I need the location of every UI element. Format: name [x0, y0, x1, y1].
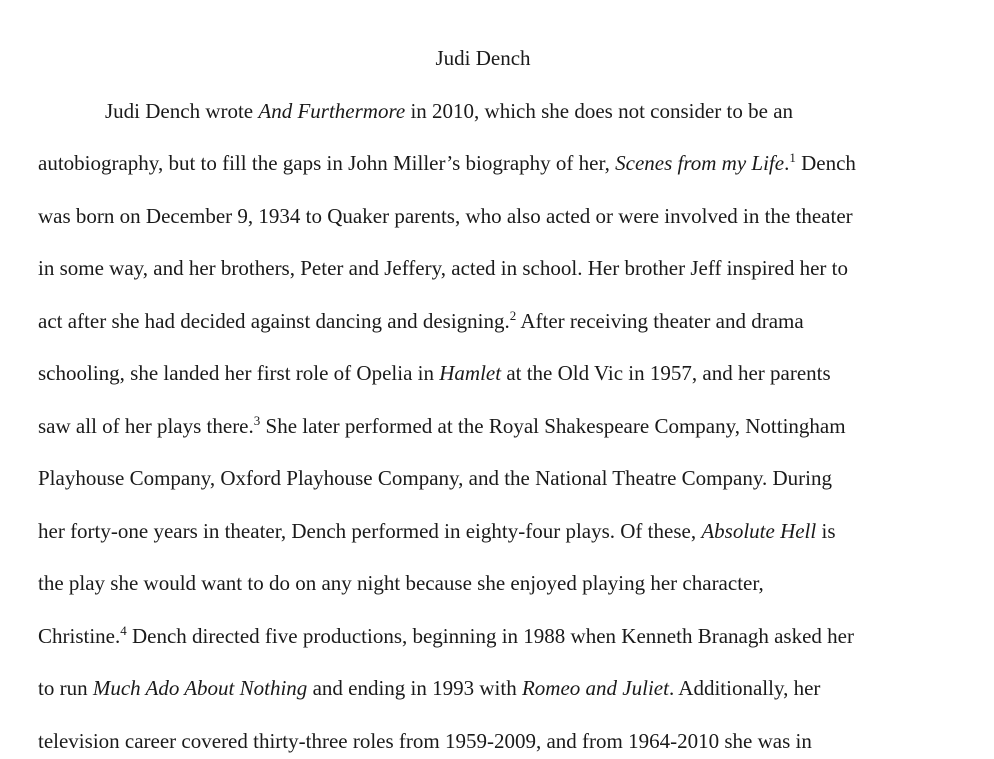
text-run: She later performed at the Royal Shakespeare Company, Nottingham [260, 414, 846, 438]
body-line-9 [38, 517, 836, 545]
text-run: . Additionally, her [668, 676, 821, 700]
text-run: act after she had decided against dancing and designing. [38, 309, 510, 333]
text-run: Dench [795, 151, 856, 175]
body-line-4 [38, 254, 848, 282]
italic-title: Scenes from my Life [615, 151, 785, 175]
italic-title: Much Ado About Nothing [92, 676, 308, 700]
text-run: is [816, 519, 836, 543]
italic-title: Romeo and Juliet [521, 676, 669, 700]
text-run: in some way, and her brothers, Peter and Jeffery, acted in school. Her brother Jeff inspired her to [38, 256, 848, 280]
body-line-6 [38, 359, 831, 387]
text-run: saw all of her plays there. [38, 414, 254, 438]
italic-title: And Furthermore [258, 99, 406, 123]
italic-title: Hamlet [439, 361, 502, 385]
document-title: Judi Dench [435, 46, 531, 70]
text-run: Dench directed five productions, beginning in 1988 when Kenneth Branagh asked her [126, 624, 854, 648]
body-line-3 [38, 202, 853, 230]
footnote-ref: 3 [253, 413, 261, 428]
body-line-8 [38, 464, 832, 492]
body-line-10 [38, 569, 764, 597]
body-line-13 [38, 727, 812, 755]
body-line-5 [38, 307, 804, 335]
text-run: was born on December 9, 1934 to Quaker parents, who also acted or were involved in the theater [38, 204, 853, 228]
footnote-ref: 1 [789, 150, 796, 165]
text-run: and ending in 1993 with [307, 676, 522, 700]
body-line-1 [105, 97, 793, 125]
text-run: the play she would want to do on any night because she enjoyed playing her character, [38, 571, 764, 595]
body-line-2 [38, 149, 856, 177]
text-run: to run [38, 676, 93, 700]
text-run: Judi Dench wrote [105, 99, 259, 123]
text-run: television career covered thirty-three roles from 1959-2009, and from 1964-2010 she was in [38, 729, 812, 753]
text-run: . [784, 151, 790, 175]
text-run: in 2010, which she does not consider to be an [405, 99, 794, 123]
footnote-ref: 2 [509, 308, 517, 323]
text-run: autobiography, but to fill the gaps in John Miller’s biography of her, [38, 151, 616, 175]
text-run: schooling, she landed her first role of Opelia in [38, 361, 440, 385]
body-line-7 [38, 412, 846, 440]
text-run: at the Old Vic in 1957, and her parents [501, 361, 831, 385]
italic-title: Absolute Hell [701, 519, 817, 543]
text-run: Christine. [38, 624, 121, 648]
text-run: her forty-one years in theater, Dench performed in eighty-four plays. Of these, [38, 519, 702, 543]
footnote-ref: 4 [120, 623, 127, 638]
body-line-12 [38, 674, 820, 702]
body-line-11 [38, 622, 854, 650]
text-run: After receiving theater and drama [516, 309, 804, 333]
text-run: Playhouse Company, Oxford Playhouse Company, and the National Theatre Company. During [38, 466, 832, 490]
